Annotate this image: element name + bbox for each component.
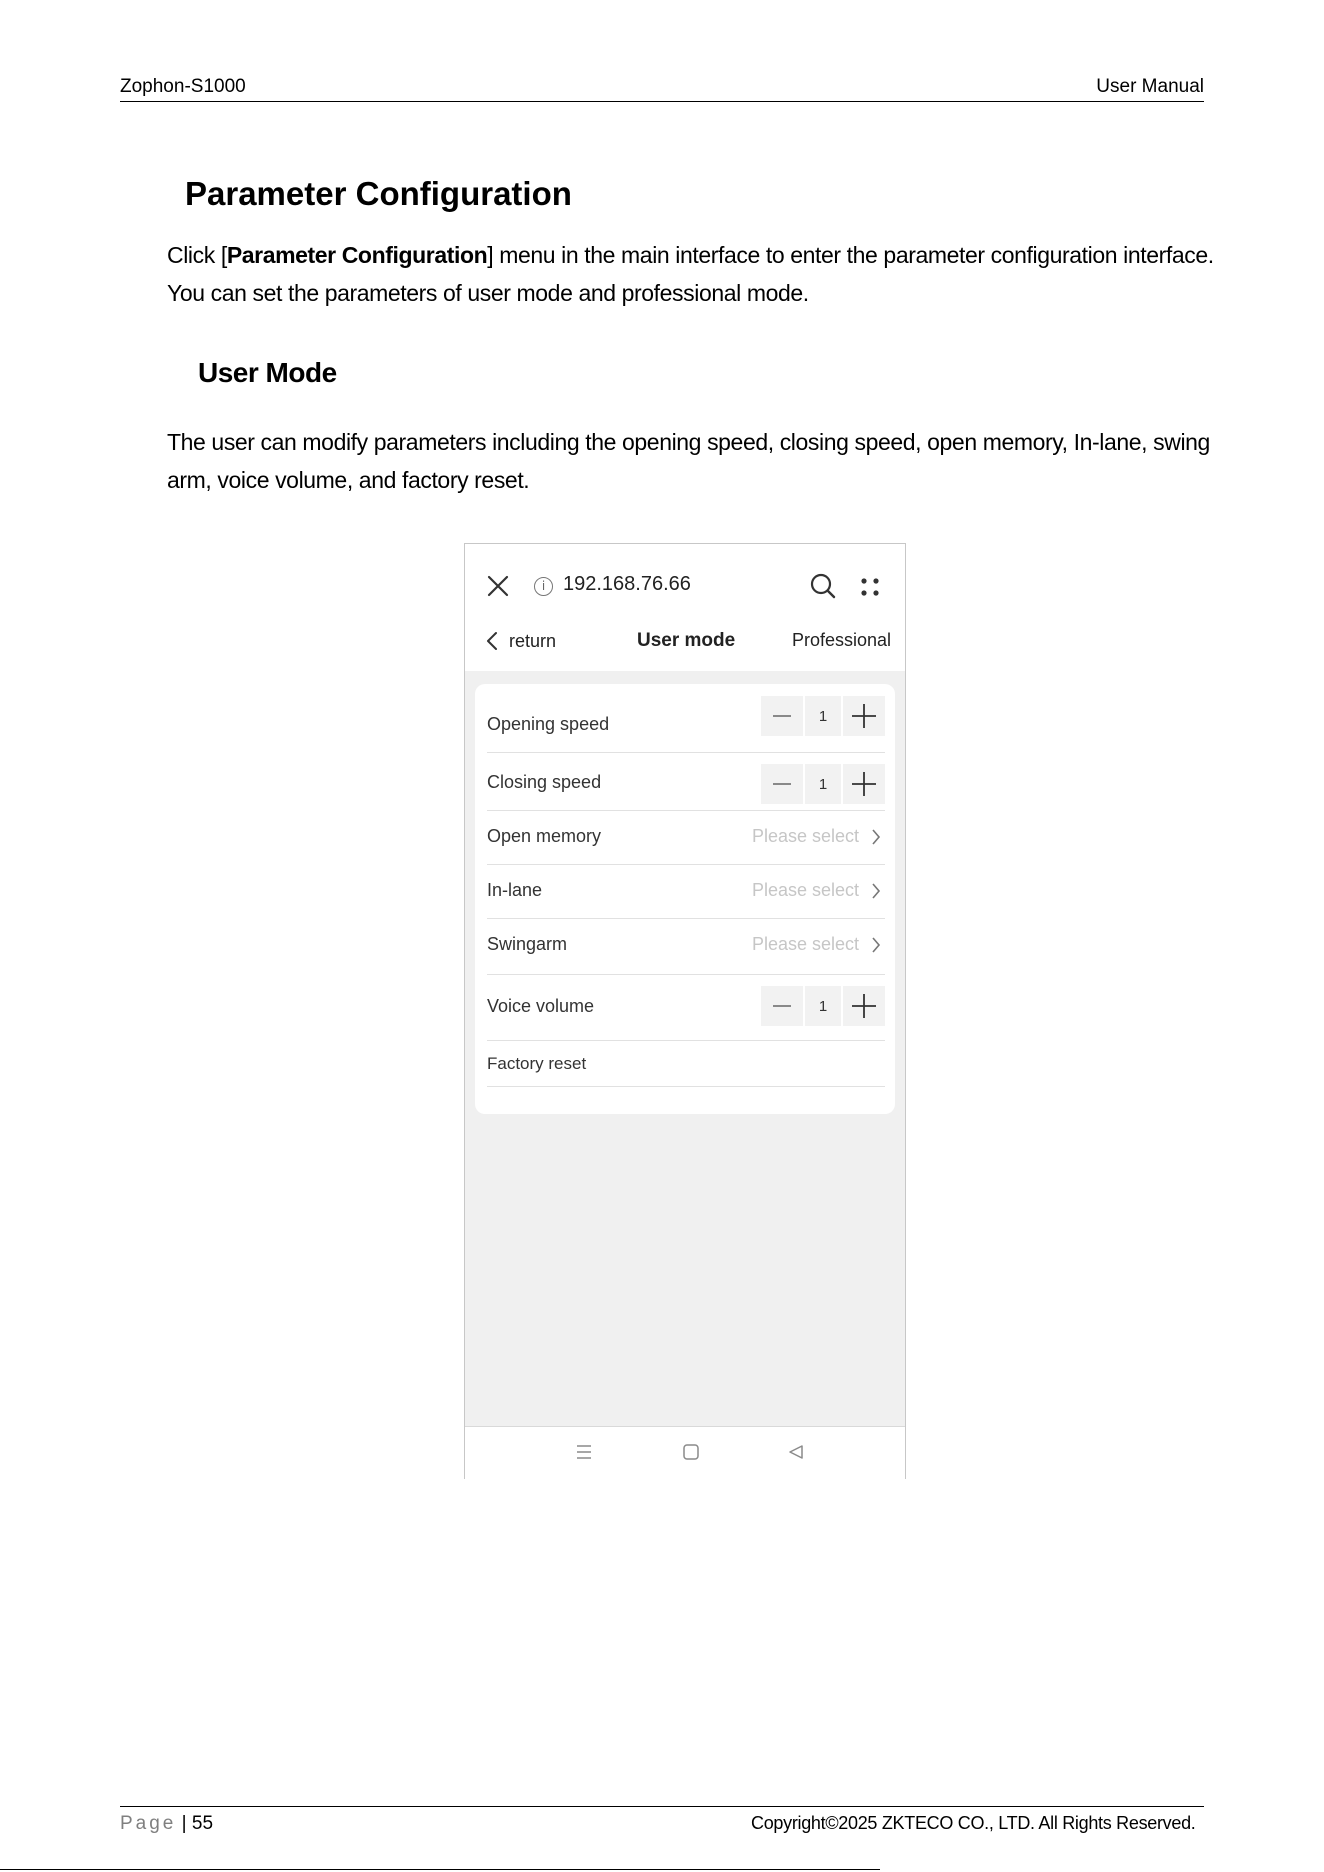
swingarm-select[interactable]	[752, 934, 881, 955]
return-label: return	[509, 630, 557, 651]
select-placeholder: Please select	[751, 826, 859, 846]
in-lane-select[interactable]	[752, 880, 881, 901]
decrease-button[interactable]	[761, 696, 803, 736]
tab-user-mode[interactable]: User mode	[637, 630, 736, 651]
minus-icon	[771, 705, 793, 727]
setting-row-factory-reset[interactable]	[487, 1040, 885, 1087]
setting-row-in-lane[interactable]	[487, 864, 885, 919]
setting-row-open-memory[interactable]	[487, 810, 885, 865]
decrease-button[interactable]	[761, 764, 803, 804]
plus-icon	[851, 703, 877, 729]
page-nav-bar	[465, 624, 905, 658]
stepper-value[interactable]: 1	[805, 764, 841, 804]
setting-label: Closing speed	[487, 772, 602, 792]
intro-menu-name: Parameter Configuration	[226, 242, 488, 268]
plus-icon	[851, 993, 877, 1019]
chevron-right-icon	[871, 829, 881, 845]
setting-row-opening-speed	[487, 696, 885, 753]
section-title: Parameter Configuration	[185, 175, 572, 212]
header-rule	[120, 101, 1204, 102]
settings-card	[475, 684, 895, 1114]
minus-icon	[771, 773, 793, 795]
info-icon[interactable]: i	[534, 577, 553, 596]
setting-row-closing-speed	[487, 752, 885, 811]
stepper-value[interactable]: 1	[805, 696, 841, 736]
increase-button[interactable]	[843, 986, 885, 1026]
menu-lines-icon[interactable]	[575, 1443, 593, 1461]
intro-suffix: ] menu in the main interface to enter the parameter configuration interface. You can set the parameters of user mode and professional mode.	[167, 242, 1214, 306]
opening-speed-stepper	[761, 696, 885, 736]
page-edge-line	[0, 1869, 880, 1870]
url-text[interactable]: 192.168.76.66	[563, 573, 691, 595]
stepper-value[interactable]: 1	[805, 986, 841, 1026]
return-button[interactable]	[485, 628, 556, 654]
running-header-product: Zophon-S1000	[120, 76, 246, 97]
minus-icon	[771, 995, 793, 1017]
intro-prefix: Click [	[167, 242, 227, 268]
address-bar	[465, 566, 905, 606]
intro-paragraph	[167, 236, 1227, 312]
setting-label: Opening speed	[487, 714, 610, 734]
browser-header	[465, 544, 905, 671]
setting-label: Voice volume	[487, 996, 595, 1016]
setting-label: Factory reset	[487, 1054, 587, 1073]
plus-icon	[851, 771, 877, 797]
closing-speed-stepper	[761, 764, 885, 804]
close-icon[interactable]	[486, 574, 510, 598]
chevron-left-icon	[485, 631, 499, 651]
triangle-back-icon[interactable]	[787, 1443, 805, 1461]
tab-professional[interactable]: Professional	[791, 630, 891, 650]
page-number: Page | 55	[120, 1813, 214, 1834]
open-memory-select[interactable]	[752, 826, 881, 847]
chevron-right-icon	[871, 937, 881, 953]
phone-screenshot	[464, 543, 906, 1479]
square-home-icon[interactable]	[682, 1443, 700, 1461]
subsection-paragraph: The user can modify parameters including the opening speed, closing speed, open memory, In-lane, swing arm, voice volume, and factory reset.	[167, 429, 1210, 493]
select-placeholder: Please select	[751, 934, 859, 954]
search-icon[interactable]	[809, 572, 837, 600]
page-word: Page	[120, 1813, 177, 1834]
running-header-doc-type: User Manual	[1096, 76, 1204, 97]
decrease-button[interactable]	[761, 986, 803, 1026]
voice-volume-stepper	[761, 986, 885, 1026]
select-placeholder: Please select	[751, 880, 859, 900]
system-nav-bar	[465, 1426, 905, 1479]
subsection-title: User Mode	[198, 357, 337, 388]
page-number-value: 55	[191, 1813, 214, 1834]
setting-label: Swingarm	[487, 934, 568, 954]
setting-label: In-lane	[487, 880, 543, 900]
footer-rule	[120, 1806, 1204, 1807]
setting-row-swingarm[interactable]	[487, 918, 885, 975]
increase-button[interactable]	[843, 764, 885, 804]
more-dots-icon[interactable]	[859, 576, 881, 598]
chevron-right-icon	[871, 883, 881, 899]
setting-row-voice-volume	[487, 974, 885, 1041]
increase-button[interactable]	[843, 696, 885, 736]
setting-label: Open memory	[487, 826, 602, 846]
copyright: Copyright©2025 ZKTECO CO., LTD. All Rights Reserved.	[751, 1813, 1196, 1833]
